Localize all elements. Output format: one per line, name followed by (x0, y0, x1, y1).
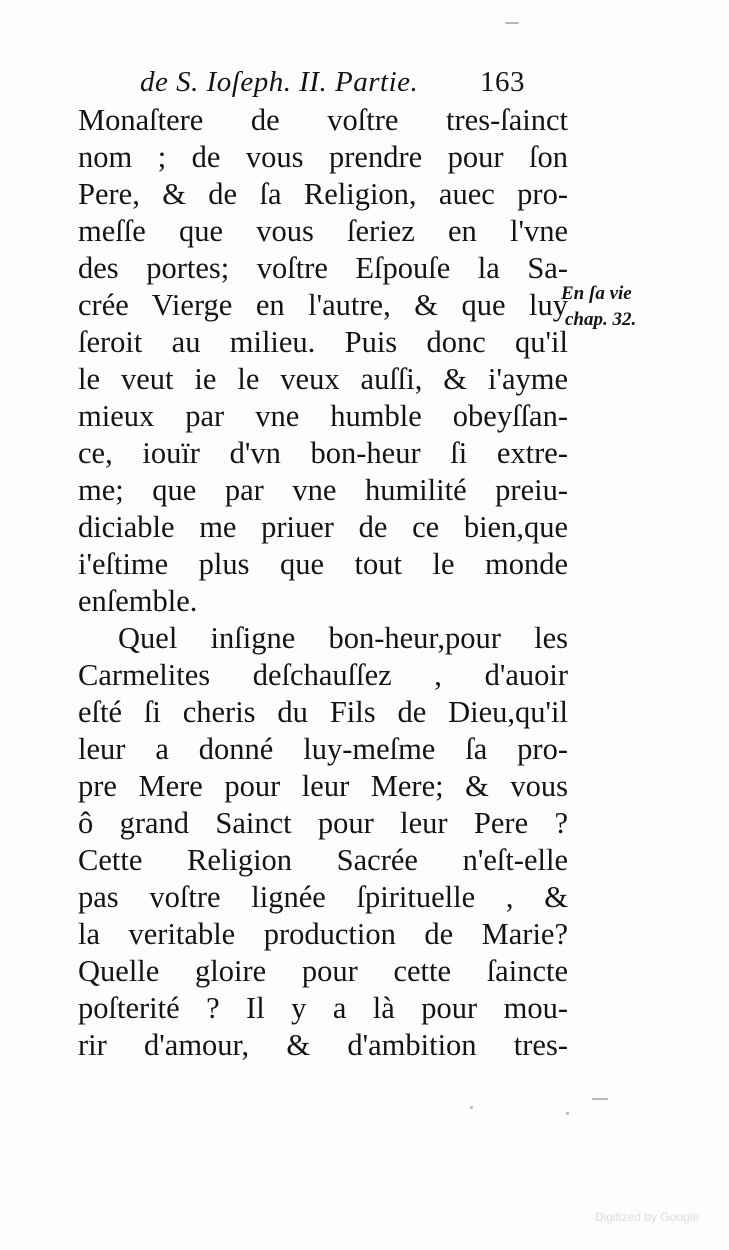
body-text (78, 102, 568, 1064)
running-head-title: de S. Ioſeph. II. Partie. (140, 66, 419, 98)
ink-speck (470, 1106, 473, 1109)
running-head (140, 66, 580, 99)
text-line: pas voſtre lignée ſpirituelle , & (78, 880, 568, 914)
ink-speck (566, 1112, 569, 1115)
text-line: poſterité ? Il y a là pour mou- (78, 991, 568, 1025)
text-line: ſeroit au milieu. Puis donc qu'il (78, 325, 568, 359)
text-line: i'eſtime plus que tout le monde (78, 547, 568, 581)
marginal-note-line: En ſa vie (561, 283, 632, 304)
text-line: meſſe que vous ſeriez en l'vne (78, 214, 568, 248)
text-line: eſté ſi cheris du Fils de Dieu,qu'il (78, 695, 568, 729)
text-line: Monaſtere de voſtre tres-ſainct (78, 103, 568, 137)
paragraph-end-line: enſemble. (78, 584, 198, 618)
text-line: Carmelites deſchauſſez , d'auoir (78, 658, 568, 692)
marginal-note (561, 281, 691, 333)
text-line: pre Mere pour leur Mere; & vous (78, 769, 568, 803)
digitization-watermark: Digitized by Google (595, 1210, 700, 1224)
text-line: crée Vierge en l'autre, & que luy (78, 288, 568, 322)
ink-speck (505, 22, 519, 24)
text-line: leur a donné luy-meſme ſa pro- (78, 732, 568, 766)
text-line: des portes; voſtre Eſpouſe la Sa- (78, 251, 568, 285)
text-line: Pere, & de ſa Religion, auec pro- (78, 177, 568, 211)
text-line: Quelle gloire pour cette ſaincte (78, 954, 568, 988)
text-line: nom ; de vous prendre pour ſon (78, 140, 568, 174)
text-line: rir d'amour, & d'ambition tres- (78, 1028, 568, 1062)
text-line: mieux par vne humble obeyſſan- (78, 399, 568, 433)
text-line: la veritable production de Marie? (78, 917, 568, 951)
text-line: ô grand Sainct pour leur Pere ? (78, 806, 568, 840)
text-line: ce, iouïr d'vn bon-heur ſi extre- (78, 436, 568, 470)
text-line: le veut ie le veux auſſi, & i'ayme (78, 362, 568, 396)
text-line: diciable me priuer de ce bien,que (78, 510, 568, 544)
marginal-note-line: chap. 32. (565, 309, 637, 330)
text-line: me; que par vne humilité preiu- (78, 473, 568, 507)
text-line: Cette Religion Sacrée n'eſt-elle (78, 843, 568, 877)
page-number: 163 (480, 66, 525, 98)
ink-speck (592, 1098, 608, 1100)
paragraph-start-line: Quel inſigne bon-heur,pour les (118, 621, 568, 655)
